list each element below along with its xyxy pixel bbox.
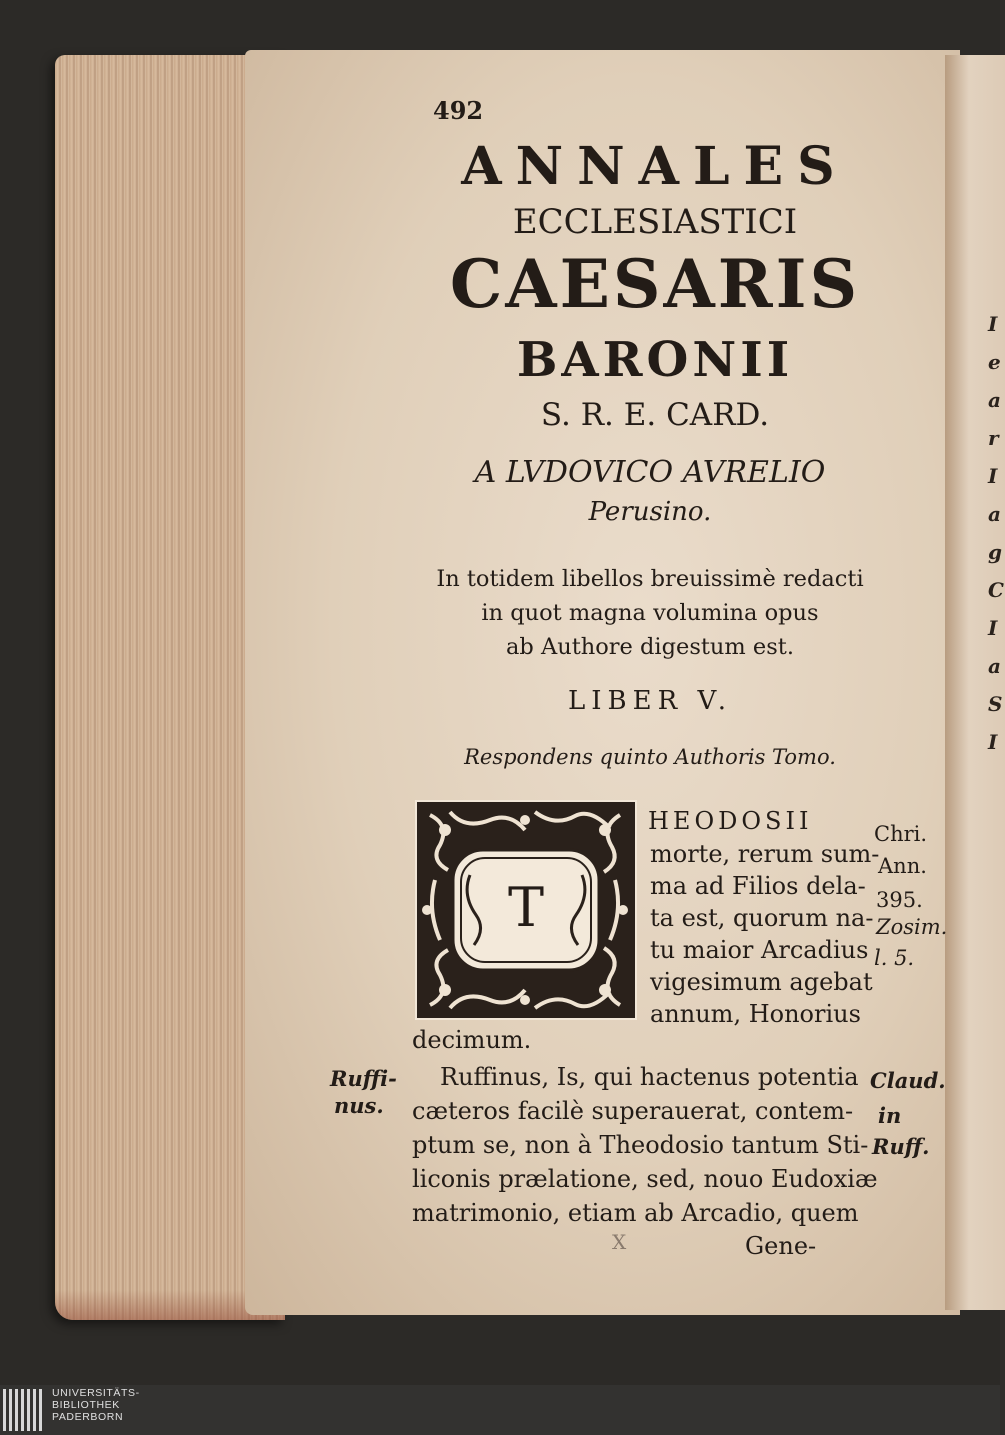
book-subheading: Respondens quinto Authoris Tomo.: [464, 745, 836, 769]
catchword: Gene-: [745, 1232, 817, 1260]
facing-letter: g: [988, 540, 1002, 564]
title-line-card: S. R. E. CARD.: [540, 397, 770, 433]
facing-letter: a: [988, 502, 1001, 526]
body-line: annum, Honorius: [650, 1000, 861, 1028]
title-line-annales: ANNALES: [461, 136, 849, 197]
facing-letter: C: [988, 578, 1004, 602]
signature-mark: X: [612, 1230, 627, 1254]
body-line: ma ad Filios dela-: [650, 872, 866, 900]
margin-note: Ann.: [878, 854, 927, 878]
library-name-line: UNIVERSITÄTS-: [52, 1387, 140, 1399]
description-line: In totidem libellos breuissimè redacti: [436, 566, 864, 592]
facing-letter: S: [988, 692, 1003, 716]
body-line: vigesimum agebat: [650, 968, 873, 996]
body-line: ta est, quorum na-: [650, 904, 874, 932]
description-line: ab Authore digestum est.: [506, 634, 794, 660]
library-footer: [0, 1385, 1000, 1435]
body-line: matrimonio, etiam ab Arcadio, quem: [412, 1199, 859, 1227]
facing-letter: e: [988, 350, 1001, 374]
book-heading: LIBER V.: [568, 686, 732, 716]
body-line: decimum.: [412, 1026, 532, 1054]
margin-note: in: [878, 1103, 902, 1128]
author-origin: Perusino.: [588, 497, 712, 527]
ornamental-initial: [415, 800, 637, 1020]
body-line: Ruffinus, Is, qui hactenus potentia: [440, 1063, 859, 1091]
title-line-baronii: BARONII: [516, 332, 794, 388]
drop-cap-letter: T: [507, 876, 545, 939]
body-line: cæteros facilè superauerat, contem-: [412, 1097, 854, 1125]
margin-note: 395.: [876, 888, 923, 912]
body-line: HEODOSII: [648, 807, 813, 835]
margin-note: nus.: [334, 1093, 384, 1118]
body-line: tu maior Arcadius: [650, 936, 869, 964]
body-line: morte, rerum sum-: [650, 840, 880, 868]
margin-note: Claud.: [870, 1068, 946, 1093]
facing-letter: a: [988, 654, 1001, 678]
margin-note: Chri.: [874, 822, 928, 846]
library-name-line: BIBLIOTHEK: [52, 1399, 120, 1411]
margin-note: l. 5.: [874, 946, 915, 970]
facing-letter: I: [988, 464, 998, 488]
body-line: ptum se, non à Theodosio tantum Sti-: [412, 1131, 869, 1159]
library-logo-icon: [0, 1387, 45, 1433]
description-line: in quot magna volumina opus: [481, 600, 819, 626]
facing-letter: a: [988, 388, 1001, 412]
title-line-caesaris: CAESARIS: [449, 245, 861, 323]
margin-note: Zosim.: [876, 915, 948, 939]
margin-note: Ruff.: [872, 1134, 930, 1159]
facing-letter: I: [988, 312, 998, 336]
page-number: 492: [433, 96, 484, 125]
author-line: A LVDOVICO AVRELIO: [474, 455, 826, 490]
facing-letter: I: [988, 616, 998, 640]
facing-letter: I: [988, 730, 998, 754]
margin-note: Ruffi-: [330, 1066, 397, 1091]
facing-letter: r: [988, 426, 999, 450]
body-line: liconis prælatione, sed, nouo Eudoxiæ: [412, 1165, 878, 1193]
title-line-ecclesiastici: ECCLESIASTICI: [512, 202, 798, 242]
library-name-line: PADERBORN: [52, 1411, 124, 1423]
facing-page-text: [988, 305, 1002, 761]
description-block: [420, 562, 880, 664]
